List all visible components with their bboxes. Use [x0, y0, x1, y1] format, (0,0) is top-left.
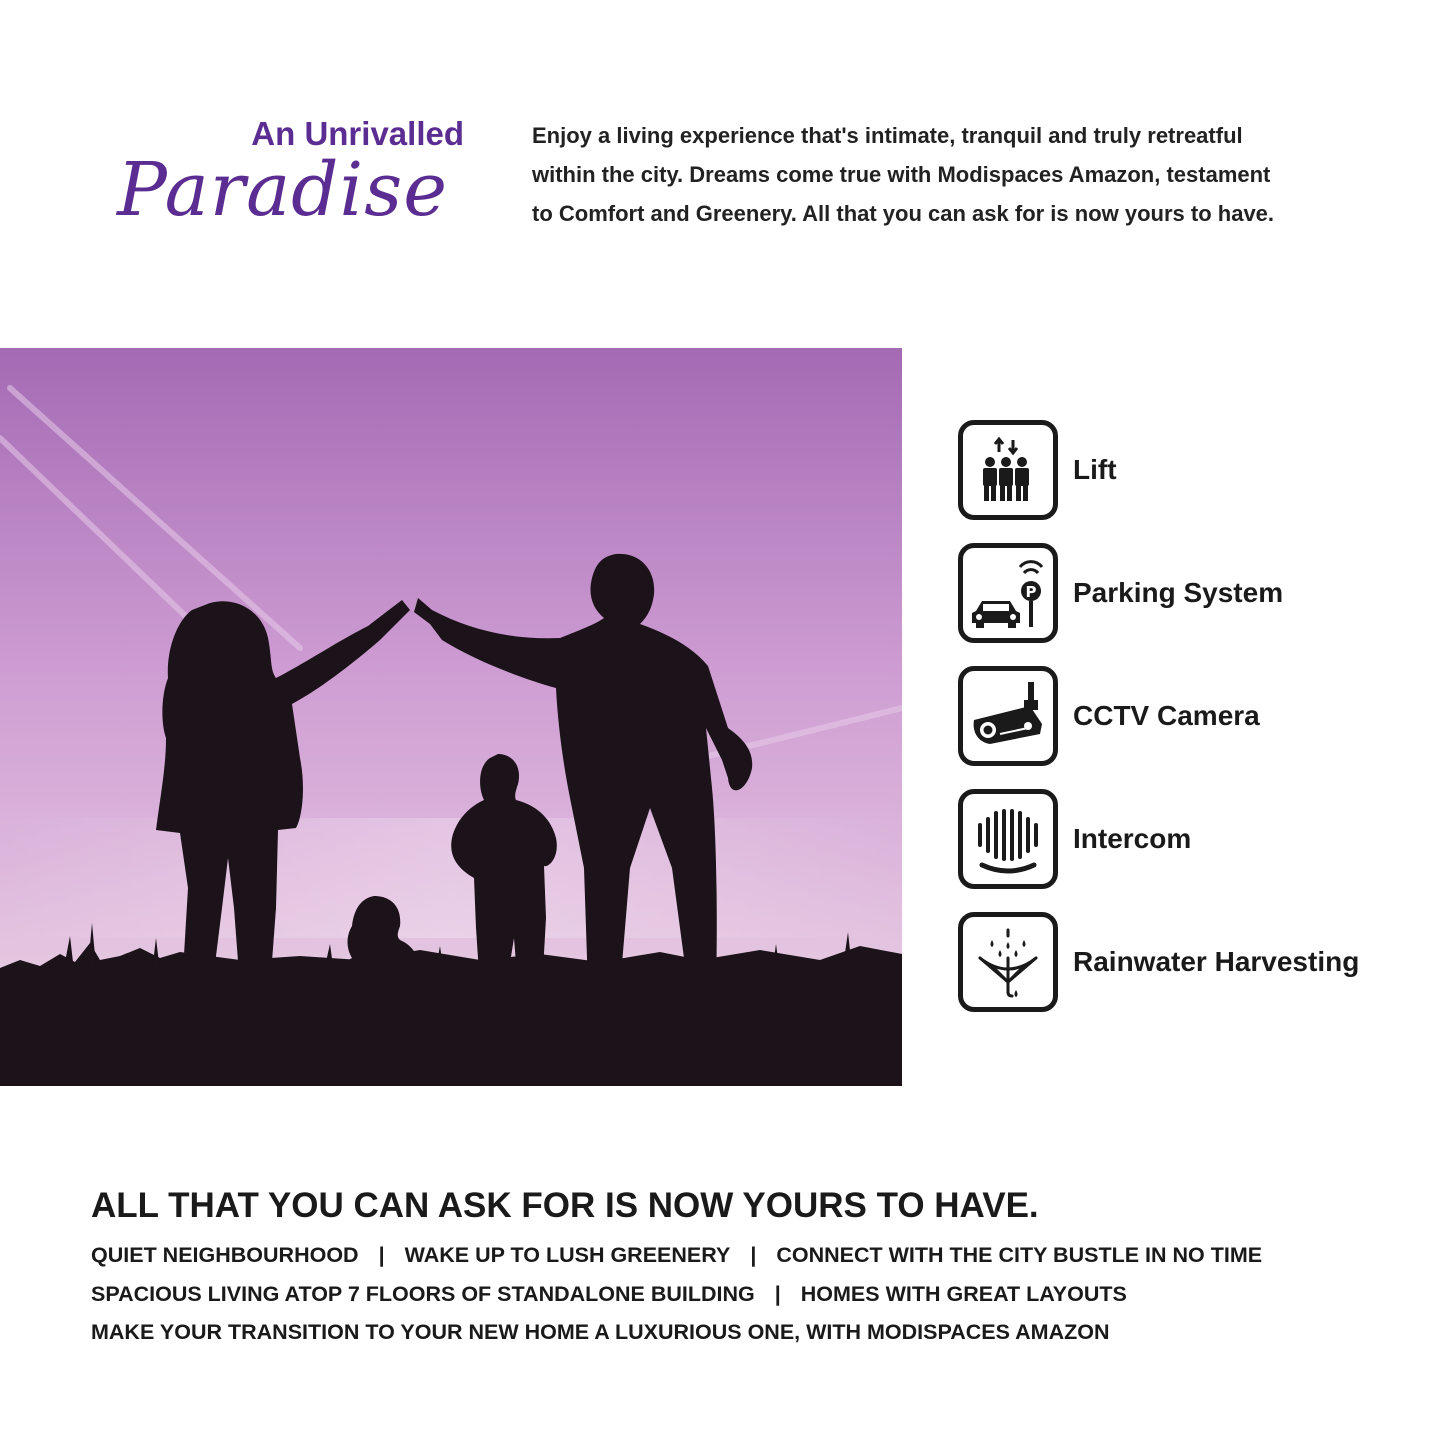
- separator: |: [750, 1243, 757, 1267]
- footer-line-1: [91, 1236, 1391, 1275]
- headline-subtitle: An Unrivalled: [251, 115, 464, 152]
- footer-line-3: MAKE YOUR TRANSITION TO YOUR NEW HOME A LUXURIOUS ONE, WITH MODISPACES AMAZON: [91, 1320, 1110, 1344]
- footer-line-2: [91, 1275, 1391, 1314]
- feature-rainwater: [958, 908, 1428, 1016]
- headline-title: Paradise: [117, 147, 448, 233]
- cctv-camera-icon: [958, 666, 1058, 766]
- headline: [70, 112, 470, 233]
- intro-line: within the city. Dreams come true with Modispaces Amazon, testament: [532, 162, 1271, 187]
- highlight-item: HOMES WITH GREAT LAYOUTS: [800, 1281, 1127, 1306]
- hero-image: [0, 348, 902, 1086]
- rainwater-harvesting-icon: [958, 912, 1058, 1012]
- parking-icon: [958, 543, 1058, 643]
- footer: [91, 1184, 1391, 1352]
- feature-intercom: [958, 785, 1428, 893]
- separator: |: [774, 1281, 781, 1306]
- feature-parking: [958, 539, 1428, 647]
- feature-label: CCTV Camera: [1073, 700, 1260, 731]
- feature-lift: [958, 416, 1428, 524]
- lift-icon: [958, 420, 1058, 520]
- feature-cctv: [958, 662, 1428, 770]
- intro-line: Enjoy a living experience that's intimate, tranquil and truly retreatful: [532, 123, 1243, 148]
- footer-title: ALL THAT YOU CAN ASK FOR IS NOW YOURS TO HAVE.: [91, 1186, 1039, 1225]
- highlight-item: QUIET NEIGHBOURHOOD: [91, 1243, 359, 1267]
- feature-label: Lift: [1073, 454, 1117, 485]
- intercom-icon: [958, 789, 1058, 889]
- intro-line: to Comfort and Greenery. All that you can ask for is now yours to have.: [532, 201, 1275, 226]
- feature-label: Rainwater Harvesting: [1073, 946, 1360, 977]
- feature-label: Parking System: [1073, 577, 1284, 608]
- highlight-item: WAKE UP TO LUSH GREENERY: [404, 1243, 731, 1267]
- separator: |: [378, 1243, 385, 1267]
- intro-paragraph: [532, 116, 1372, 233]
- highlight-item: SPACIOUS LIVING ATOP 7 FLOORS OF STANDALONE BUILDING: [91, 1281, 755, 1306]
- highlight-item: CONNECT WITH THE CITY BUSTLE IN NO TIME: [776, 1243, 1263, 1267]
- svg-text:P: P: [1025, 583, 1037, 601]
- horizon-haze: [0, 818, 902, 938]
- feature-label: Intercom: [1073, 823, 1192, 854]
